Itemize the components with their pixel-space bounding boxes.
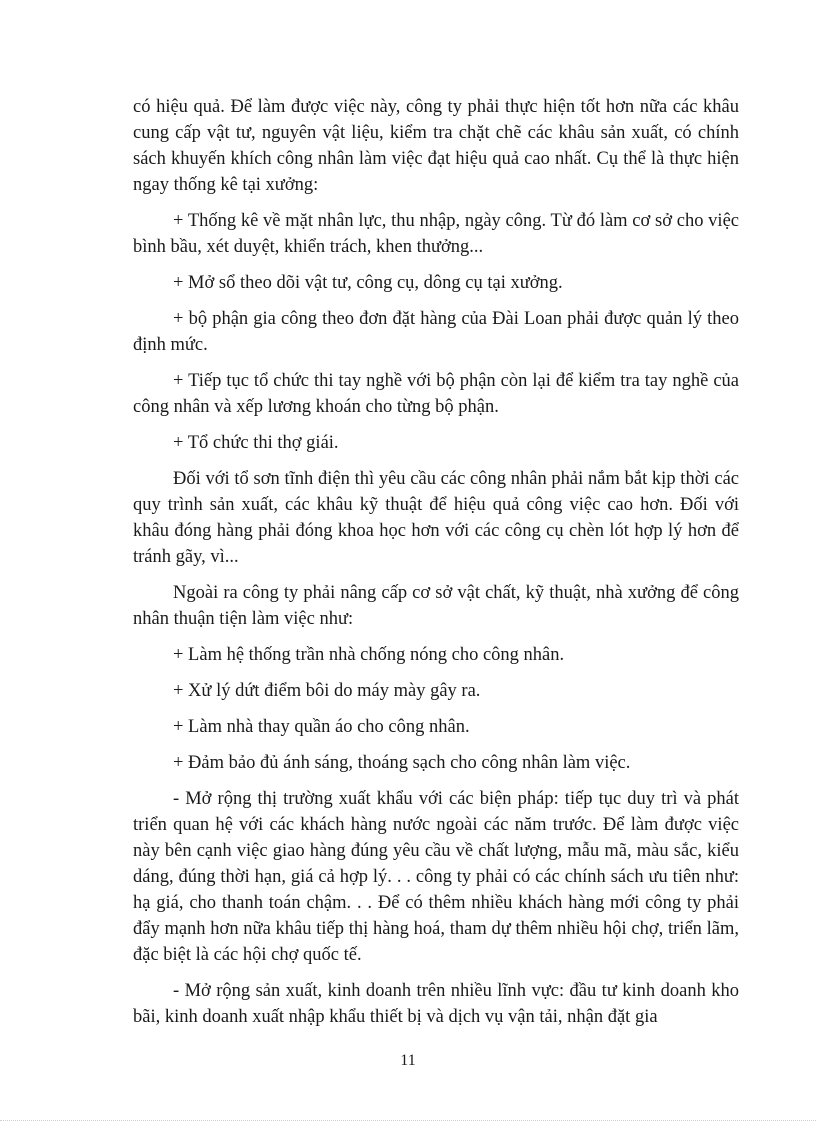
paragraph-expand-business: - Mở rộng sản xuất, kinh doanh trên nhiều lĩnh vực: đầu tư kinh doanh kho bãi, kinh doanh xuất nhập khẩu thiết bị và dịch vụ vận tải, nhận đặt gia (133, 981, 739, 1027)
paragraph-upgrade: Ngoài ra công ty phải nâng cấp cơ sở vật chất, kỹ thuật, nhà xưởng để công nhân thuận tiện làm việc như: (133, 583, 739, 629)
bullet-taiwan-orders: + bộ phận gia công theo đơn đặt hàng của Đài Loan phải được quản lý theo định mức. (133, 309, 739, 355)
bullet-lighting: + Đảm bảo đủ ánh sáng, thoáng sạch cho công nhân làm việc. (173, 753, 631, 773)
bullet-statistics: + Thống kê về mặt nhân lực, thu nhập, ngày công. Từ đó làm cơ sở cho việc bình bầu, xét duyệt, khiển trách, khen thưởng... (133, 211, 739, 257)
body-text (133, 94, 739, 1040)
bullet-changing-room: + Làm nhà thay quần áo cho công nhân. (173, 717, 470, 737)
bullet-ceiling: + Làm hệ thống trần nhà chống nóng cho công nhân. (173, 645, 565, 665)
page-bottom-divider (0, 1120, 816, 1121)
bullet-contest: + Tổ chức thi thợ giái. (173, 433, 339, 453)
paragraph-paint-team: Đối với tổ sơn tĩnh điện thì yêu cầu các công nhân phải nắm bắt kịp thời các quy trình sản xuất, các khâu kỹ thuật để hiệu quả công việc cao hơn. Đối với khâu đóng hàng phải đóng khoa học hơn với các công cụ chèn lót hợp lý hơn để tránh gãy, vì... (133, 469, 739, 567)
bullet-ledger: + Mở sổ theo dõi vật tư, công cụ, dông cụ tại xưởng. (173, 273, 563, 293)
page-number: 11 (400, 1052, 416, 1069)
paragraph-export-market: - Mở rộng thị trường xuất khẩu với các biện pháp: tiếp tục duy trì và phát triển quan hệ với các khách hàng nước ngoài các năm trước. Để làm được việc này bên cạnh việc giao hàng đúng yêu cầu về chất lượng, mẫu mã, màu sắc, kiểu dáng, đúng thời hạn, giá cả hợp lý. . . công ty phải có các chính sách ưu tiên như: hạ giá, cho thanh toán chậm. . . Để có thêm nhiều khách hàng mới công ty phải đẩy mạnh hơn nữa khâu tiếp thị hàng hoá, tham dự thêm nhiều hội chợ, triển lãm, đặc biệt là các hội chợ quốc tế. (133, 789, 739, 965)
bullet-dust: + Xử lý dứt điểm bôi do máy mày gây ra. (173, 681, 481, 701)
bullet-skill-test: + Tiếp tục tổ chức thi tay nghề với bộ phận còn lại để kiểm tra tay nghề của công nhân và xếp lương khoán cho từng bộ phận. (133, 371, 739, 417)
paragraph-continuation: có hiệu quả. Để làm được việc này, công ty phải thực hiện tốt hơn nữa các khâu cung cấp vật tư, nguyên vật liệu, kiểm tra chặt chẽ các khâu sản xuất, có chính sách khuyến khích công nhân làm việc đạt hiệu quả cao nhất. Cụ thể là thực hiện ngay thống kê tại xưởng: (133, 97, 739, 195)
